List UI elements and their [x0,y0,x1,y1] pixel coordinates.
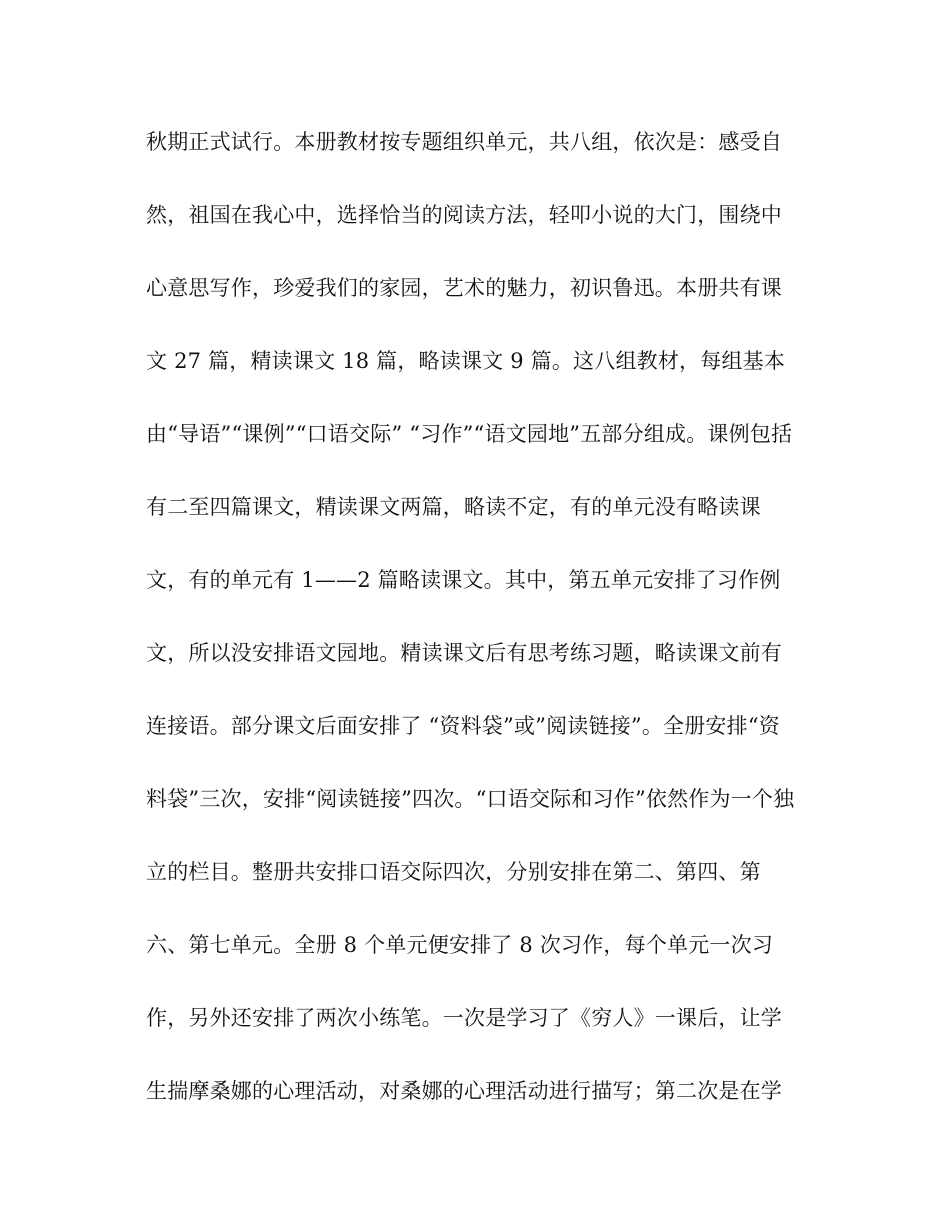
body-text [146,124,826,1146]
text-line: 文，所以没安排语文园地。精读课文后有思考练习题，略读课文前有 [146,641,782,665]
text-line: 立的栏目。整册共安排口语交际四次，分别安排在第二、第四、第 [146,860,761,884]
text-line: 作，另外还安排了两次小练笔。一次是学习了《穷人》一课后，让学 [146,1006,782,1030]
text-line: 文，有的单元有 1——2 篇略读课文。其中，第五单元安排了习作例 [146,568,781,592]
text-line: 文 27 篇，精读课文 18 篇，略读课文 9 篇。这八组教材，每组基本 [146,349,786,373]
text-line: 秋期正式试行。本册教材按专题组织单元，共八组，依次是：感受自 [146,130,782,154]
text-line: 料袋”三次，安排“阅读链接”四次。“口语交际和习作”依然作为一个独 [146,787,795,811]
text-line: 心意思写作，珍爱我们的家园，艺术的魅力，初识鲁迅。本册共有课 [146,276,782,300]
text-line: 连接语。部分课文后面安排了 “资料袋”或”阅读链接”。全册安排“资 [146,714,780,738]
text-line: 然，祖国在我心中，选择恰当的阅读方法，轻叩小说的大门，围绕中 [146,203,782,227]
text-line: 由“导语”“课例”“口语交际” “习作”“语文园地”五部分组成。课例包括 [146,422,793,446]
text-line: 生揣摩桑娜的心理活动，对桑娜的心理活动进行描写；第二次是在学 [146,1079,782,1103]
text-line: 有二至四篇课文，精读课文两篇，略读不定，有的单元没有略读课 [146,495,761,519]
text-line: 六、第七单元。全册 8 个单元便安排了 8 次习作，每个单元一次习 [146,933,774,957]
